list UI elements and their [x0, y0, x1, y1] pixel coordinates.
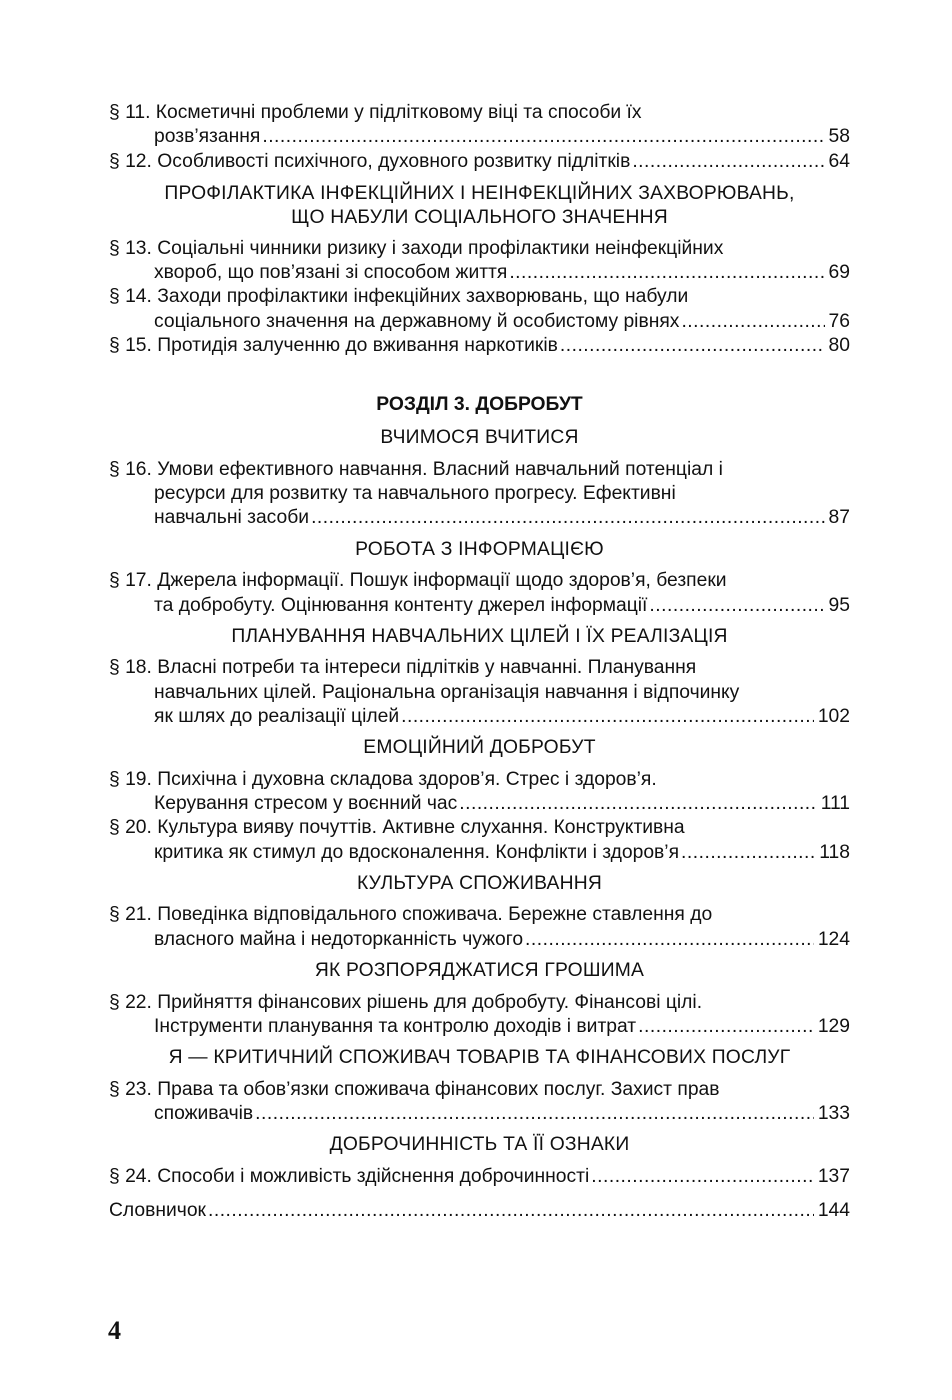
dot-leader [262, 125, 824, 149]
toc-entry-15[interactable] [109, 334, 850, 358]
toc-entry-text: та добробуту. Оцінювання контенту джерел інформації [154, 594, 648, 616]
section-heading-learning: ВЧИМОСЯ ВЧИТИСЯ [380, 427, 579, 449]
toc-entry-text: § 17. Джерела інформації. Пошук інформації щодо здоров’я, безпеки [109, 570, 727, 592]
section-heading-money: ЯК РОЗПОРЯДЖАТИСЯ ГРОШИМА [314, 960, 645, 982]
toc-entry-18[interactable] [109, 656, 850, 729]
toc-entry-14[interactable] [109, 285, 850, 334]
toc-entry-text: Словничок [109, 1200, 206, 1222]
toc-entry-16[interactable] [109, 458, 850, 531]
toc-page-number: 144 [817, 1200, 850, 1222]
toc-entry-text: § 22. Прийняття фінансових рішень для добробуту. Фінансові цілі. [109, 991, 703, 1013]
toc-entry-text: розв’язання [154, 126, 261, 148]
toc-entry-13[interactable] [109, 237, 850, 286]
dot-leader [459, 792, 816, 816]
dot-leader [649, 594, 824, 618]
toc-entry-text: як шлях до реалізації цілей [154, 705, 400, 727]
toc-entry-19[interactable] [109, 768, 850, 817]
dot-leader [638, 1015, 814, 1039]
dot-leader [525, 928, 814, 952]
toc-page-number: 111 [820, 793, 850, 815]
dot-leader [255, 1102, 814, 1126]
toc-entry-24[interactable] [109, 1165, 850, 1189]
toc-entry-text: навчальні засоби [154, 507, 310, 529]
toc-page-number: 64 [828, 150, 850, 172]
toc-entry-text: § 21. Поведінка відповідального споживача. Бережне ставлення до [109, 904, 713, 926]
toc-page-number: 118 [819, 841, 850, 863]
toc-page-number: 129 [817, 1015, 850, 1037]
toc-entry-text: соціального значення на державному й особистому рівнях [154, 310, 680, 332]
section-heading-charity: ДОБРОЧИННІСТЬ ТА ЇЇ ОЗНАКИ [329, 1134, 630, 1156]
dot-leader [560, 334, 825, 358]
toc-entry-text: власного майна і недоторканність чужого [154, 928, 524, 950]
toc-entry-text: критика як стимул до вдосконалення. Конфлікти і здоров’я [154, 841, 680, 863]
toc-entry-text: § 18. Власні потреби та інтереси підлітків у навчанні. Планування [109, 657, 697, 679]
toc-entry-text: § 12. Особливості психічного, духовного розвитку підлітків [109, 150, 631, 172]
toc-entry-text: § 23. Права та обов’язки споживача фінансових послуг. Захист прав [109, 1078, 720, 1100]
toc-page-number: 133 [817, 1102, 850, 1124]
section-heading-consumption: КУЛЬТУРА СПОЖИВАННЯ [357, 872, 602, 894]
toc-entry-text: § 11. Косметичні проблеми у підлітковому віці та способи їх [109, 102, 642, 123]
section-heading-critical-consumer: Я — КРИТИЧНИЙ СПОЖИВАЧ ТОВАРІВ ТА ФІНАНСОВИХ ПОСЛУГ [168, 1047, 791, 1069]
toc-page-number: 87 [828, 507, 850, 529]
page-number: 4 [108, 1316, 121, 1345]
section-heading-goals: ПЛАНУВАННЯ НАВЧАЛЬНИХ ЦІЛЕЙ І ЇХ РЕАЛІЗАЦІЯ [231, 625, 728, 647]
section-heading-line: ПРОФІЛАКТИКА ІНФЕКЦІЙНИХ І НЕІНФЕКЦІЙНИХ ЗАХВОРЮВАНЬ, [164, 182, 795, 204]
table-of-contents [109, 101, 850, 1223]
dot-leader [591, 1165, 814, 1189]
toc-page-number: 58 [828, 126, 850, 148]
toc-page-number: 95 [828, 594, 850, 616]
chapter-heading: РОЗДІЛ 3. ДОБРОБУТ [376, 394, 583, 416]
toc-entry-text: § 19. Психічна і духовна складова здоров’я. Стрес і здоров’я. [109, 768, 657, 790]
section-heading-line: ЩО НАБУЛИ СОЦІАЛЬНОГО ЗНАЧЕННЯ [291, 207, 668, 229]
toc-entry-text: § 24. Способи і можливість здійснення доброчинності [109, 1165, 590, 1187]
toc-entry-glossary[interactable] [109, 1199, 850, 1223]
toc-page-number: 124 [817, 928, 850, 950]
toc-entry-text: § 16. Умови ефективного навчання. Власний навчальний потенціал і [109, 458, 723, 480]
toc-page-number: 80 [828, 335, 850, 357]
toc-entry-20[interactable] [109, 816, 850, 865]
dot-leader [208, 1199, 814, 1223]
toc-entry-text: § 15. Протидія залученню до вживання наркотиків [109, 335, 558, 357]
toc-entry-11[interactable] [109, 101, 850, 150]
toc-entry-text: хвороб, що пов’язані зі способом життя [154, 262, 508, 284]
toc-entry-21[interactable] [109, 903, 850, 952]
toc-entry-text: § 14. Заходи профілактики інфекційних захворювань, що набули [109, 286, 689, 308]
section-heading-information: РОБОТА З ІНФОРМАЦІЄЮ [355, 538, 604, 560]
toc-entry-23[interactable] [109, 1078, 850, 1127]
toc-entry-text: навчальних цілей. Раціональна організація навчання і відпочинку [154, 681, 740, 703]
toc-entry-22[interactable] [109, 991, 850, 1040]
dot-leader [681, 310, 824, 334]
toc-page-number: 69 [828, 262, 850, 284]
toc-page-number: 137 [817, 1165, 850, 1187]
toc-entry-text: § 13. Соціальні чинники ризику і заходи профілактики неінфекційних [109, 237, 724, 259]
dot-leader [632, 150, 824, 174]
dot-leader [401, 705, 814, 729]
toc-entry-text: споживачів [154, 1102, 254, 1124]
toc-entry-text: Інструменти планування та контролю доходів і витрат [154, 1015, 637, 1037]
dot-leader [681, 841, 815, 865]
dot-leader [509, 261, 824, 285]
section-heading-prophylaxis [109, 182, 850, 231]
toc-entry-text: Керування стресом у воєнний час [154, 793, 458, 815]
dot-leader [311, 506, 824, 530]
toc-entry-17[interactable] [109, 569, 850, 618]
toc-entry-text: § 20. Культура вияву почуттів. Активне слухання. Конструктивна [109, 817, 685, 839]
section-heading-emotional: ЕМОЦІЙНИЙ ДОБРОБУТ [363, 737, 596, 759]
toc-page-number: 102 [817, 705, 850, 727]
toc-entry-12[interactable] [109, 150, 850, 174]
toc-entry-text: ресурси для розвитку та навчального прогресу. Ефективні [154, 483, 676, 505]
toc-page-number: 76 [828, 310, 850, 332]
